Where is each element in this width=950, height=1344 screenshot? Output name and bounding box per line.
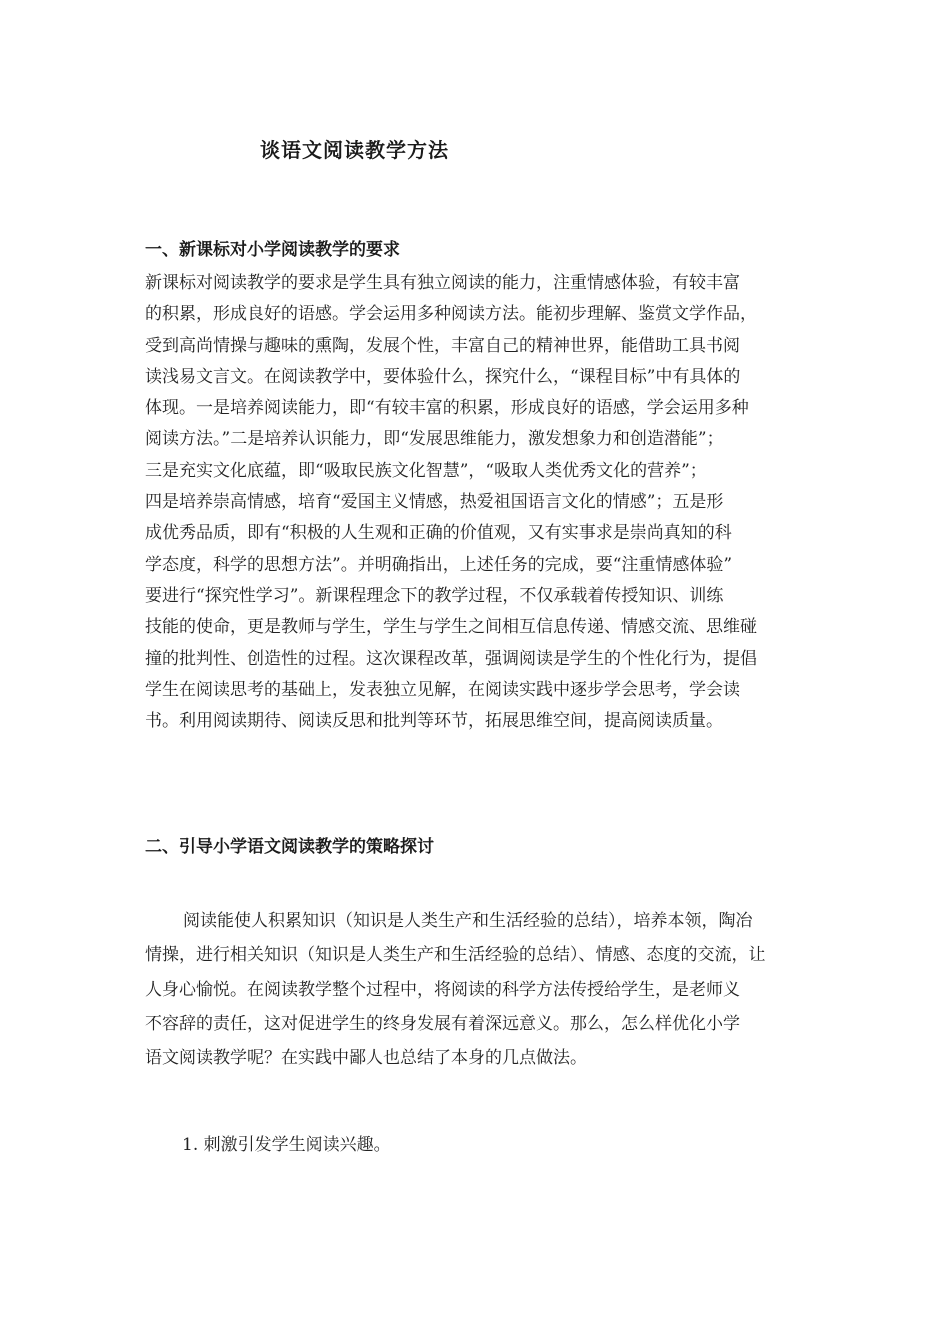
document-title: 谈语文阅读教学方法 (260, 138, 449, 162)
list-item-1: 1. 刺激引发学生阅读兴趣。 (182, 1135, 391, 1155)
paragraph-line: 受到高尚情操与趣味的熏陶，发展个性，丰富自己的精神世界，能借助工具书阅 (145, 335, 740, 356)
paragraph-line: 不容辞的责任，这对促进学生的终身发展有着深远意义。那么，怎么样优化小学 (145, 1013, 740, 1034)
paragraph-line: 三是充实文化底蕴，即“吸取民族文化智慧”，“吸取人类优秀文化的营养”； (145, 460, 707, 481)
paragraph-line: 情操，进行相关知识（知识是人类生产和生活经验的总结）、情感、态度的交流，让 (145, 945, 766, 966)
paragraph-line: 成优秀品质，即有“积极的人生观和正确的价值观，又有实事求是崇尚真知的科 (145, 523, 732, 544)
paragraph-line: 撞的批判性、创造性的过程。这次课程改革，强调阅读是学生的个性化行为，提倡 (145, 648, 757, 669)
section-1-paragraph (145, 268, 807, 737)
paragraph-line: 新课标对阅读教学的要求是学生具有独立阅读的能力，注重情感体验，有较丰富 (145, 273, 740, 293)
paragraph-line: 学生在阅读思考的基础上，发表独立见解，在阅读实践中逐步学会思考，学会读 (145, 679, 740, 700)
paragraph-line: 技能的使命，更是教师与学生，学生与学生之间相互信息传递、情感交流、思维碰 (145, 617, 757, 638)
section-2-paragraph (145, 904, 807, 1075)
paragraph-line: 四是培养崇高情感，培育“爱国主义情感，热爱祖国语言文化的情感”；五是形 (145, 492, 724, 513)
section-heading-2: 二、引导小学语文阅读教学的策略探讨 (145, 837, 434, 857)
paragraph-line: 读浅易文言文。在阅读教学中，要体验什么，探究什么，“课程目标”中有具体的 (145, 366, 741, 387)
paragraph-line: 学态度，科学的思想方法”。并明确指出，上述任务的完成，要“注重情感体验” (145, 554, 733, 575)
paragraph-line: 人身心愉悦。在阅读教学整个过程中，将阅读的科学方法传授给学生，是老师义 (145, 979, 740, 1000)
paragraph-line: 要进行“探究性学习”。新课程理念下的教学过程，不仅承载着传授知识、训练 (145, 585, 724, 606)
section-heading-1: 一、新课标对小学阅读教学的要求 (145, 240, 400, 260)
paragraph-line: 语文阅读教学呢？在实践中鄙人也总结了本身的几点做法。 (145, 1048, 587, 1069)
paragraph-line: 阅读能使人积累知识（知识是人类生产和生活经验的总结），培养本领，陶冶 (183, 911, 753, 931)
paragraph-line: 的积累，形成良好的语感。学会运用多种阅读方法。能初步理解、鉴赏文学作品， (145, 304, 757, 325)
paragraph-line: 体现。一是培养阅读能力，即“有较丰富的积累，形成良好的语感，学会运用多种 (145, 398, 749, 419)
paragraph-line: 阅读方法。”二是培养认识能力，即“发展思维能力，激发想象力和创造潜能”； (145, 429, 724, 450)
paragraph-line: 书。利用阅读期待、阅读反思和批判等环节，拓展思维空间，提高阅读质量。 (145, 711, 723, 732)
